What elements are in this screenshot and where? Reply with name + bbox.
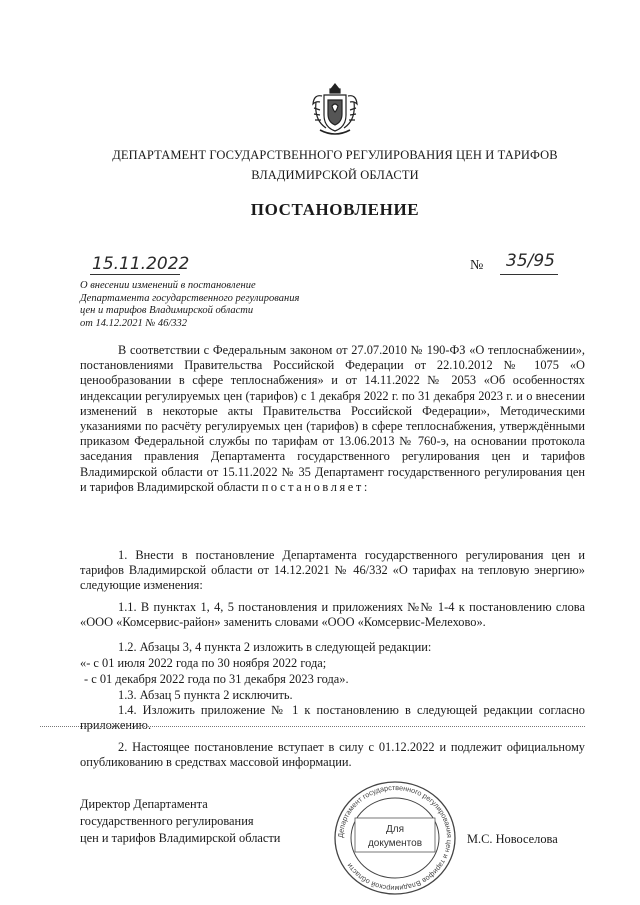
number-underline (500, 274, 558, 275)
department-name-line1: ДЕПАРТАМЕНТ ГОСУДАРСТВЕННОГО РЕГУЛИРОВАНИЯ ЦЕН И ТАРИФОВ (112, 148, 558, 162)
stamp-center-line1: Для (385, 824, 405, 835)
item-1-3: 1.3. Абзац 5 пункта 2 исключить. (118, 688, 293, 702)
signatory-name: М.С. Новоселова (467, 832, 558, 846)
item-1-2: 1.2. Абзацы 3, 4 пункта 2 изложить в следующей редакции: (118, 640, 432, 654)
item-1: 1. Внести в постановление Департамента государственного регулирования цен и тарифов Владимирской области от 14.12.2021 № 46/332 «О тарифах на тепловую энергию» следующие изменения: (80, 548, 585, 593)
date-underline (90, 274, 180, 275)
stamp-center-line2: документов (367, 838, 423, 849)
item-1-2-line-a: «- с 01 июля 2022 года по 30 ноября 2022 года; (80, 656, 327, 670)
item-1-2-line-b: - с 01 декабря 2022 года по 31 декабря 2023 года». (84, 672, 349, 686)
subject-line: от 14.12.2021 № 46/332 (80, 317, 188, 329)
signatory-position-line2: государственного регулирования (80, 814, 254, 828)
number-label: № (470, 258, 484, 273)
item-2: 2. Настоящее постановление вступает в силу с 01.12.2022 и подлежит официальному опубликованию в средствах массовой информации. (80, 740, 585, 770)
department-name-line2: ВЛАДИМИРСКОЙ ОБЛАСТИ (251, 168, 419, 182)
resolves-word: постановляет: (261, 479, 370, 494)
document-number: 35/95 (506, 251, 555, 271)
signatory-position-line3: цен и тарифов Владимирской области (80, 831, 281, 845)
preamble-text: В соответствии с Федеральным законом от 27.07.2010 № 190-ФЗ «О теплоснабжении», постановлениями Правительства Российской Федерации от 22.10.2012 № 1075 «О ценообразовании в сфере теплоснабжения» и от 14.11.2022 № 2053 «Об особенностях индексации регулируемых цен (тарифов) с 1 декабря 2022 г. по 31 декабря 2023 г. и о внесении изменений в некоторые акты Правительства Российской Федерации», Методическими указаниями по расчёту регулируемых цен (тарифов) в сфере теплоснабжения, утверждёнными приказом Федеральной службы по тарифам от 13.06.2013 № 760-э, на основании протокола заседания правления Департамента государственного регулирования цен и тарифов Владимирской области от 15.11.2022 № 35 Департамент государственного регулирования цен и тарифов Владимирской области (80, 343, 585, 494)
item-1-4: 1.4. Изложить приложение № 1 к постановлению в следующей редакции согласно приложению. (80, 703, 585, 733)
signatory-position-line1: Директор Департамента (80, 797, 208, 811)
subject-line: О внесении изменений в постановление (80, 280, 256, 291)
subject-line: цен и тарифов Владимирской области (80, 305, 254, 316)
stamp-ring-text: Департамент государственного регулирования цен и тарифов Владимирской области (335, 782, 455, 894)
dotted-divider (40, 726, 585, 727)
document-subject (80, 280, 380, 330)
document-type-title: ПОСТАНОВЛЕНИЕ (250, 200, 420, 219)
item-1-1: 1.1. В пунктах 1, 4, 5 постановления и приложениях №№ 1-4 к постановлению слова «ООО «Комсервис-район» заменить словами «ООО «Комсервис-Мелехово». (80, 600, 585, 630)
preamble-paragraph (80, 343, 585, 495)
official-stamp (330, 778, 460, 898)
subject-line: Департамента государственного регулирования (80, 292, 300, 304)
coat-of-arms-icon (310, 80, 360, 140)
document-date: 15.11.2022 (92, 254, 190, 274)
